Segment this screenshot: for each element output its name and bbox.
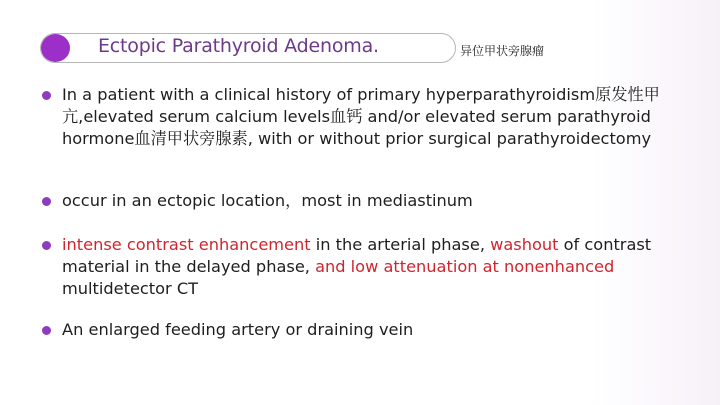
- bullet-text-part: in the arterial phase,: [310, 235, 491, 254]
- bullet-item-history: [62, 84, 692, 150]
- bullet-dot-icon: [42, 91, 51, 100]
- bullet-text: An enlarged feeding artery or draining vein: [62, 320, 414, 339]
- slide-title-chinese: 异位甲状旁腺瘤: [460, 44, 545, 58]
- bullet-text-part: multidetector CT: [62, 279, 199, 298]
- highlight-washout: washout: [490, 235, 559, 254]
- highlight-attenuation: and low attenuation at nonenhanced: [315, 257, 615, 276]
- bullet-item-enhancement: [62, 234, 692, 300]
- bullet-text-part: of contrast material in the delayed phase,: [62, 235, 652, 276]
- bullet-item-location: [62, 190, 692, 212]
- bullet-text: occur in an ectopic location，most in mediastinum: [62, 191, 473, 210]
- title-circle-icon: [41, 34, 70, 62]
- bullet-text: In a patient with a clinical history of primary hyperparathyroidism原发性甲亢,elevated serum calcium levels血钙 and/or elevated serum parathyroid hormone血清甲状旁腺素, with or without prior surgical parathyroidectomy: [62, 85, 660, 148]
- slide-title: Ectopic Parathyroid Adenoma.: [98, 35, 379, 57]
- highlight-enhancement: intense contrast enhancement: [62, 235, 311, 254]
- bullet-item-vessel: [62, 319, 692, 341]
- bullet-dot-icon: [42, 326, 51, 335]
- bullet-dot-icon: [42, 241, 51, 250]
- bullet-dot-icon: [42, 197, 51, 206]
